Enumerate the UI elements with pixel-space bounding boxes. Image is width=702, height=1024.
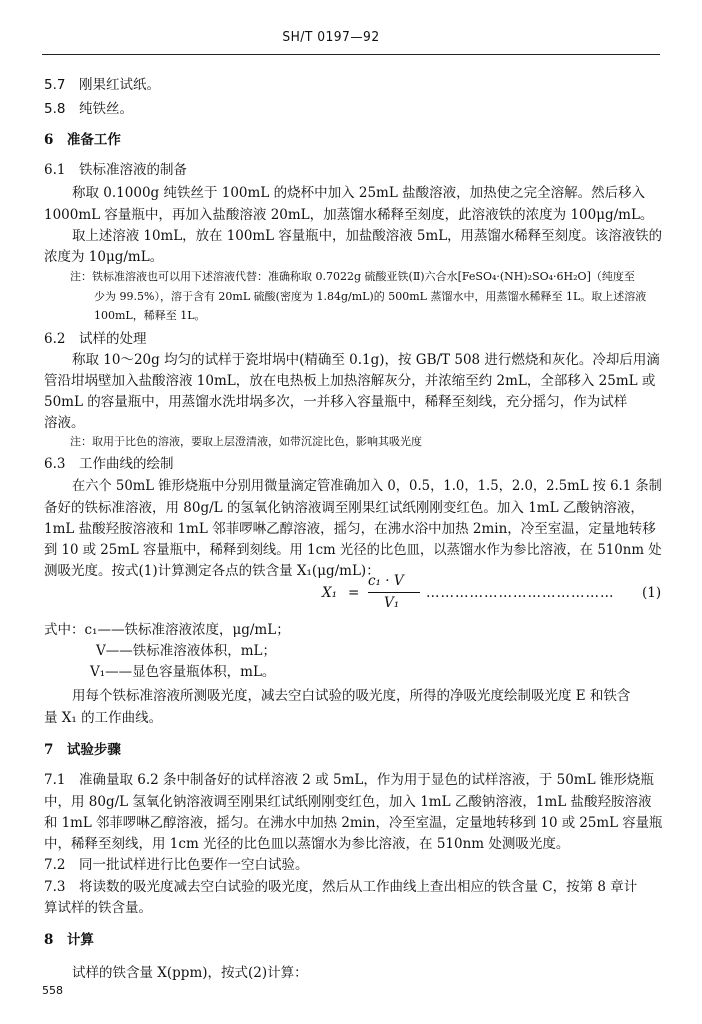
note-line: 注：铁标准溶液也可以用下述溶液代替：准确称取 0.7022g 硫酸亚铁(Ⅱ)六合水[FeSO₄·(NH)₂SO₄·6H₂O]（纯度至 — [70, 270, 635, 283]
clause-6-1-heading: 6.1 铁标准溶液的制备 — [44, 162, 187, 178]
paragraph-line: 浓度为 10μg/mL。 — [44, 249, 164, 265]
formula-leader: ………………………………… — [426, 585, 615, 601]
section-6-heading: 6 准备工作 — [44, 132, 121, 148]
clause-5-8: 5.8 纯铁丝。 — [44, 101, 133, 117]
clause-6-2-heading: 6.2 试样的处理 — [44, 331, 147, 347]
formula-denominator: V₁ — [384, 595, 400, 611]
paragraph-line: 在六个 50mL 锥形烧瓶中分别用微量滴定管准确加入 0，0.5，1.0，1.5，2.0，2.5mL 按 6.1 条制 — [72, 478, 662, 494]
equation-number: (1) — [642, 585, 662, 601]
paragraph-line: 7.1 准确量取 6.2 条中制备好的试样溶液 2 或 5mL，作为用于显色的试样溶液，于 50mL 锥形烧瓶 — [44, 772, 654, 788]
paragraph-line: 1mL 盐酸羟胺溶液和 1mL 邻菲啰啉乙醇溶液，摇匀，在沸水浴中加热 2min，冷至室温，定量地转移 — [44, 521, 656, 537]
fraction-bar — [368, 592, 420, 593]
formula-numerator: c₁ · V — [368, 573, 404, 589]
formula-equals: = — [348, 585, 360, 601]
paragraph-line: 和 1mL 邻菲啰啉乙醇溶液，摇匀。在沸水中加热 2min，冷至室温，定量地转移到 10 或 25mL 容量瓶 — [44, 815, 663, 831]
note-line: 100mL，稀释至 1L。 — [94, 309, 206, 322]
note-line: 注：取用于比色的溶液，要取上层澄清液，如带沉淀比色，影响其吸光度 — [70, 435, 422, 448]
paragraph-line: 备好的铁标准溶液，用 80g/L 的氢氧化钠溶液调至刚果红试纸刚刚变红色。加入 1mL 乙酸钠溶液， — [44, 500, 644, 516]
clause-5-7: 5.7 刚果红试纸。 — [44, 77, 160, 93]
where-line: V₁——显色容量瓶体积，mL。 — [90, 664, 276, 680]
paragraph-line: 1000mL 容量瓶中，再加入盐酸溶液 20mL，加蒸馏水稀释至刻度，此溶液铁的浓度为 100μg/mL。 — [44, 207, 654, 223]
note-line: 少为 99.5%），溶于含有 20mL 硫酸(密度为 1.84g/mL)的 500mL 蒸馏水中，用蒸馏水稀释至 1L。取上述溶液 — [94, 290, 647, 303]
formula-lhs: X₁ — [322, 585, 338, 601]
paragraph-line: 溶液。 — [44, 415, 85, 431]
paragraph-line: 中，用 80g/L 氢氧化钠溶液调至刚果红试纸刚刚变红色，加入 1mL 乙酸钠溶液，1mL 盐酸羟胺溶液 — [44, 794, 652, 810]
clause-6-3-heading: 6.3 工作曲线的绘制 — [44, 456, 174, 472]
paragraph-line: 称取 0.1000g 纯铁丝于 100mL 的烧杯中加入 25mL 盐酸溶液，加热使之完全溶解。然后移入 — [72, 185, 646, 201]
clause-7-2: 7.2 同一批试样进行比色要作一空白试验。 — [44, 857, 309, 873]
where-line: 式中：c₁——铁标准溶液浓度，μg/mL； — [44, 622, 290, 638]
paragraph-line: 量 X₁ 的工作曲线。 — [44, 710, 163, 726]
paragraph-line: 试样的铁含量 X(ppm)，按式(2)计算： — [72, 965, 308, 981]
paragraph-line: 管沿坩埚壁加入盐酸溶液 10mL，放在电热板上加热溶解灰分，并浓缩至约 2mL，全部移入 25mL 或 — [44, 373, 656, 389]
paragraph-line: 7.3 将读数的吸光度减去空白试验的吸光度，然后从工作曲线上查出相应的铁含量 C，按第 8 章计 — [44, 879, 638, 895]
document-header-code: SH/T 0197—92 — [282, 30, 380, 45]
paragraph-line: 到 10 或 25mL 容量瓶中，稀释到刻线。用 1cm 光径的比色皿，以蒸馏水作为参比溶液，在 510nm 处 — [44, 542, 662, 558]
header-rule — [42, 54, 660, 55]
page-number: 558 — [42, 984, 63, 997]
section-7-heading: 7 试验步骤 — [44, 742, 121, 758]
paragraph-line: 用每个铁标准溶液所测吸光度，减去空白试验的吸光度，所得的净吸光度绘制吸光度 E 和铁含 — [72, 688, 631, 704]
paragraph-line: 50mL 的容量瓶中，用蒸馏水洗坩埚多次，一并移入容量瓶中，稀释至刻线，充分摇匀，作为试样 — [44, 394, 628, 410]
section-8-heading: 8 计算 — [44, 932, 94, 948]
paragraph-line: 算试样的铁含量。 — [44, 900, 152, 916]
paragraph-line: 中，稀释至刻线，用 1cm 光径的比色皿以蒸馏水为参比溶液，在 510nm 处测吸光度。 — [44, 836, 570, 852]
paragraph-line: 取上述溶液 10mL，放在 100mL 容量瓶中，加盐酸溶液 5mL，用蒸馏水稀释至刻度。该溶液铁的 — [72, 228, 663, 244]
paragraph-line: 称取 10～20g 均匀的试样于瓷坩埚中(精确至 0.1g)，按 GB/T 508 进行燃烧和灰化。冷却后用滴 — [72, 352, 660, 368]
paragraph-line: 测吸光度。按式(1)计算测定各点的铁含量 X₁(μg/mL)： — [44, 563, 380, 579]
where-line: V——铁标准溶液体积，mL； — [96, 643, 277, 659]
